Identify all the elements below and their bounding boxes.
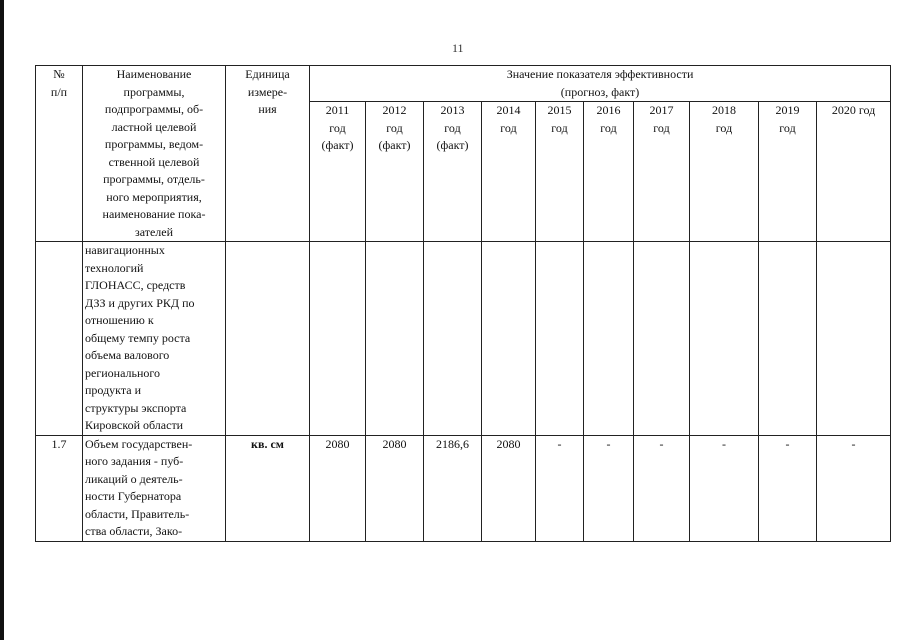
- year-label: 2014 год: [496, 103, 521, 135]
- cell-num: [36, 242, 83, 436]
- cell-value: [759, 242, 817, 436]
- header-year-2018: [690, 102, 759, 242]
- year-label: 2020 год: [831, 103, 876, 118]
- year-label: 2012 год (факт): [378, 103, 411, 153]
- year-label: 2013 год (факт): [436, 103, 469, 153]
- cell-num: 1.7: [36, 435, 83, 541]
- cell-value: [584, 242, 634, 436]
- year-label: 2016 год: [596, 103, 621, 135]
- cell-value: [310, 242, 366, 436]
- cell-value: -: [584, 435, 634, 541]
- cell-value: [424, 242, 482, 436]
- cell-name: [83, 242, 226, 436]
- year-label: 2015 год: [547, 103, 572, 135]
- cell-value: 2186,6: [424, 435, 482, 541]
- cell-value: -: [690, 435, 759, 541]
- indicators-table: [35, 65, 891, 542]
- year-label: 2011 год (факт): [321, 103, 354, 153]
- header-num-text: № п/п: [50, 67, 68, 99]
- header-year-2015: [536, 102, 584, 242]
- header-year-2013: [424, 102, 482, 242]
- table-row: [36, 435, 891, 541]
- cell-value: -: [536, 435, 584, 541]
- cell-value: -: [634, 435, 690, 541]
- cell-value: 2080: [482, 435, 536, 541]
- year-label: 2019 год: [775, 103, 800, 135]
- page-left-edge: [0, 0, 4, 640]
- header-year-2011: [310, 102, 366, 242]
- cell-name-text: Объем государствен- ного задания - пуб- ликаций о деятель- ности Губернатора области, Правитель- ства области, Зако-: [85, 436, 193, 538]
- header-name-text: Наименование программы, подпрограммы, об- ластной целевой программы, ведом- ственной целевой программы, отдель- ного мероприятия, наименование пока- зателей: [102, 67, 206, 239]
- cell-unit: кв. см: [226, 435, 310, 541]
- header-unit: [226, 66, 310, 242]
- cell-value: -: [759, 435, 817, 541]
- cell-value: [817, 242, 891, 436]
- year-label: 2017 год: [649, 103, 674, 135]
- header-year-2012: [366, 102, 424, 242]
- header-year-2016: [584, 102, 634, 242]
- header-num: [36, 66, 83, 242]
- cell-value: [482, 242, 536, 436]
- header-unit-text: Единица измере- ния: [245, 67, 290, 116]
- cell-value: [366, 242, 424, 436]
- cell-value: 2080: [366, 435, 424, 541]
- cell-name-text: навигационных технологий ГЛОНАСС, средств ДЗЗ и других РКД по отношению к общему темпу роста объема валового регионального продукта и структуры экспорта Кировской области: [85, 243, 195, 432]
- header-year-2020: [817, 102, 891, 242]
- cell-value: [536, 242, 584, 436]
- cell-value: [634, 242, 690, 436]
- header-name: [83, 66, 226, 242]
- year-label: 2018 год: [712, 103, 736, 135]
- table-row: [36, 242, 891, 436]
- cell-value: 2080: [310, 435, 366, 541]
- header-year-2014: [482, 102, 536, 242]
- cell-value: -: [817, 435, 891, 541]
- header-row: [36, 66, 891, 102]
- header-value-group: [310, 66, 891, 102]
- header-year-2017: [634, 102, 690, 242]
- cell-value: [690, 242, 759, 436]
- header-value-group-text: Значение показателя эффективности (прогноз, факт): [506, 67, 694, 99]
- cell-name: [83, 435, 226, 541]
- header-year-2019: [759, 102, 817, 242]
- page-number: 11: [452, 41, 464, 55]
- cell-unit: [226, 242, 310, 436]
